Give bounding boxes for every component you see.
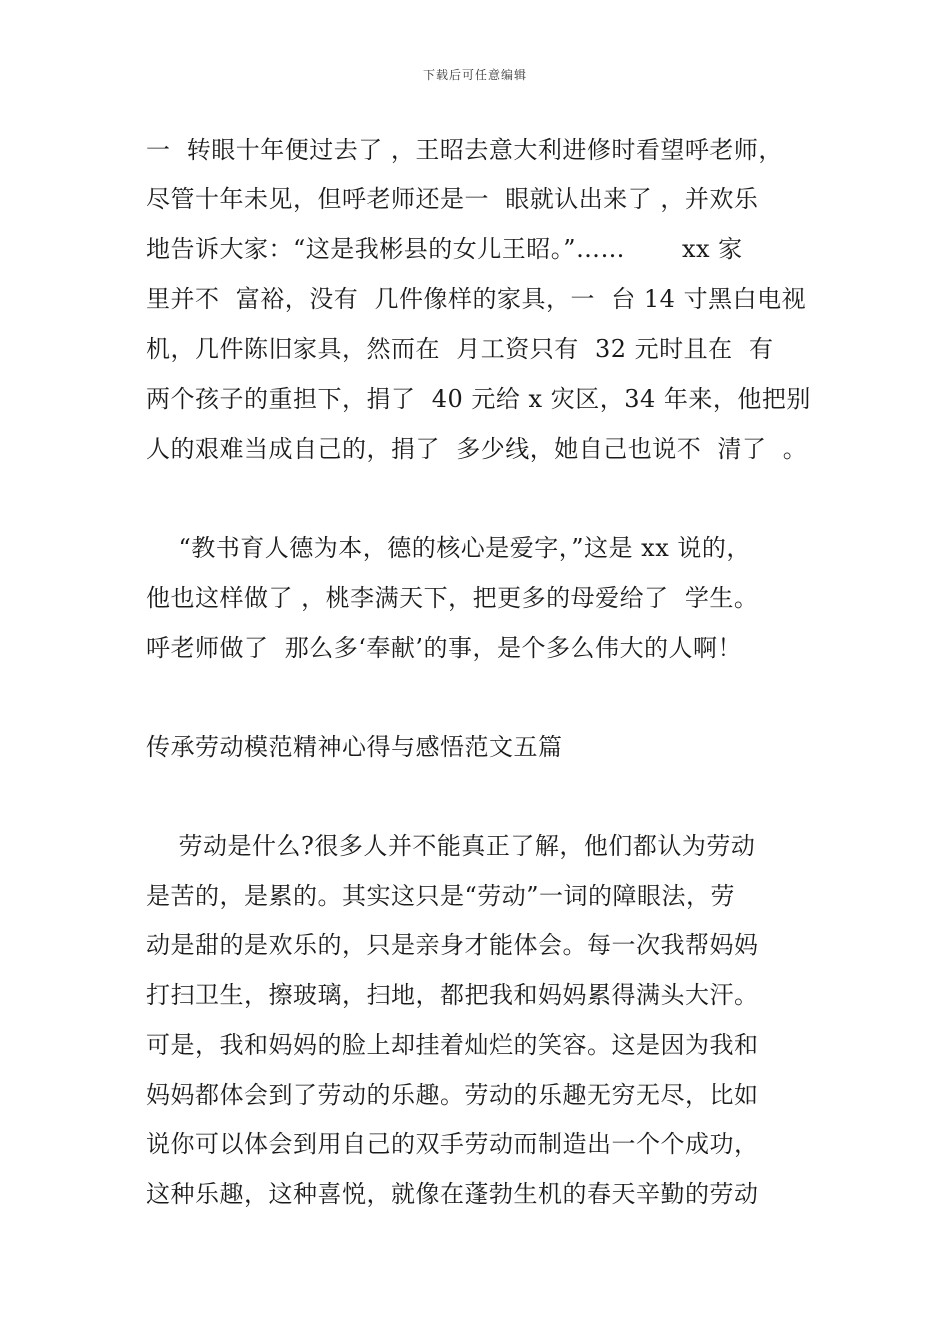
text-line: 打扫卫生，擦玻璃，扫地，都把我和妈妈累得满头大汗。 xyxy=(146,981,759,1009)
text-line: 动是甜的是欢乐的，只是亲身才能体会。每一次我帮妈妈 xyxy=(146,931,759,959)
text-line: 是苦的，是累的。其实这只是“劳动”一词的障眼法，劳 xyxy=(146,882,736,910)
text-line: “教书育人德为本，德的核心是爱字，”这是 xx 说的， xyxy=(146,534,751,562)
text-line: 呼老师做了 那么多‘奉献’的事，是个多么伟大的人啊！ xyxy=(146,634,743,662)
text-line: 机，几件陈旧家具，然而在 月工资只有 32 元时且在 有 xyxy=(146,335,774,363)
text-line: 妈妈都体会到了劳动的乐趣。劳动的乐趣无穷无尽，比如 xyxy=(146,1081,759,1109)
text-line: 可是，我和妈妈的脸上却挂着灿烂的笑容。这是因为我和 xyxy=(146,1031,759,1059)
text-line: 他也这样做了 ，桃李满天下，把更多的母爱给了 学生。 xyxy=(146,584,759,612)
text-line: 人的艰难当成自己的，捐了 多少线，她自己也说不 清了 。 xyxy=(146,435,808,463)
text-line: 地告诉大家：“这是我彬县的女儿王昭。”…… xx 家 xyxy=(146,235,743,263)
text-line: 劳动是什么?很多人并不能真正了解，他们都认为劳动 xyxy=(146,832,756,860)
page-header: 下载后可任意编辑 xyxy=(422,68,527,82)
text-line: 说你可以体会到用自己的双手劳动而制造出一个个成功， xyxy=(146,1130,759,1158)
text-line: 尽管十年未见，但呼老师还是一 眼就认出来了 ，并欢乐 xyxy=(146,185,759,213)
text-line: 里并不 富裕，没有 几件像样的家具，一 台 14 寸黑白电视 xyxy=(146,285,807,313)
text-line: 一 转眼十年便过去了 ，王昭去意大利进修时看望呼老师， xyxy=(146,136,783,164)
text-line: 两个孩子的重担下，捐了 40 元给 x 灾区，34 年来，他把别 xyxy=(146,385,811,413)
text-line: 这种乐趣，这种喜悦，就像在蓬勃生机的春天辛勤的劳动 xyxy=(146,1180,759,1208)
section-title: 传承劳动模范精神心得与感悟范文五篇 xyxy=(146,733,563,761)
